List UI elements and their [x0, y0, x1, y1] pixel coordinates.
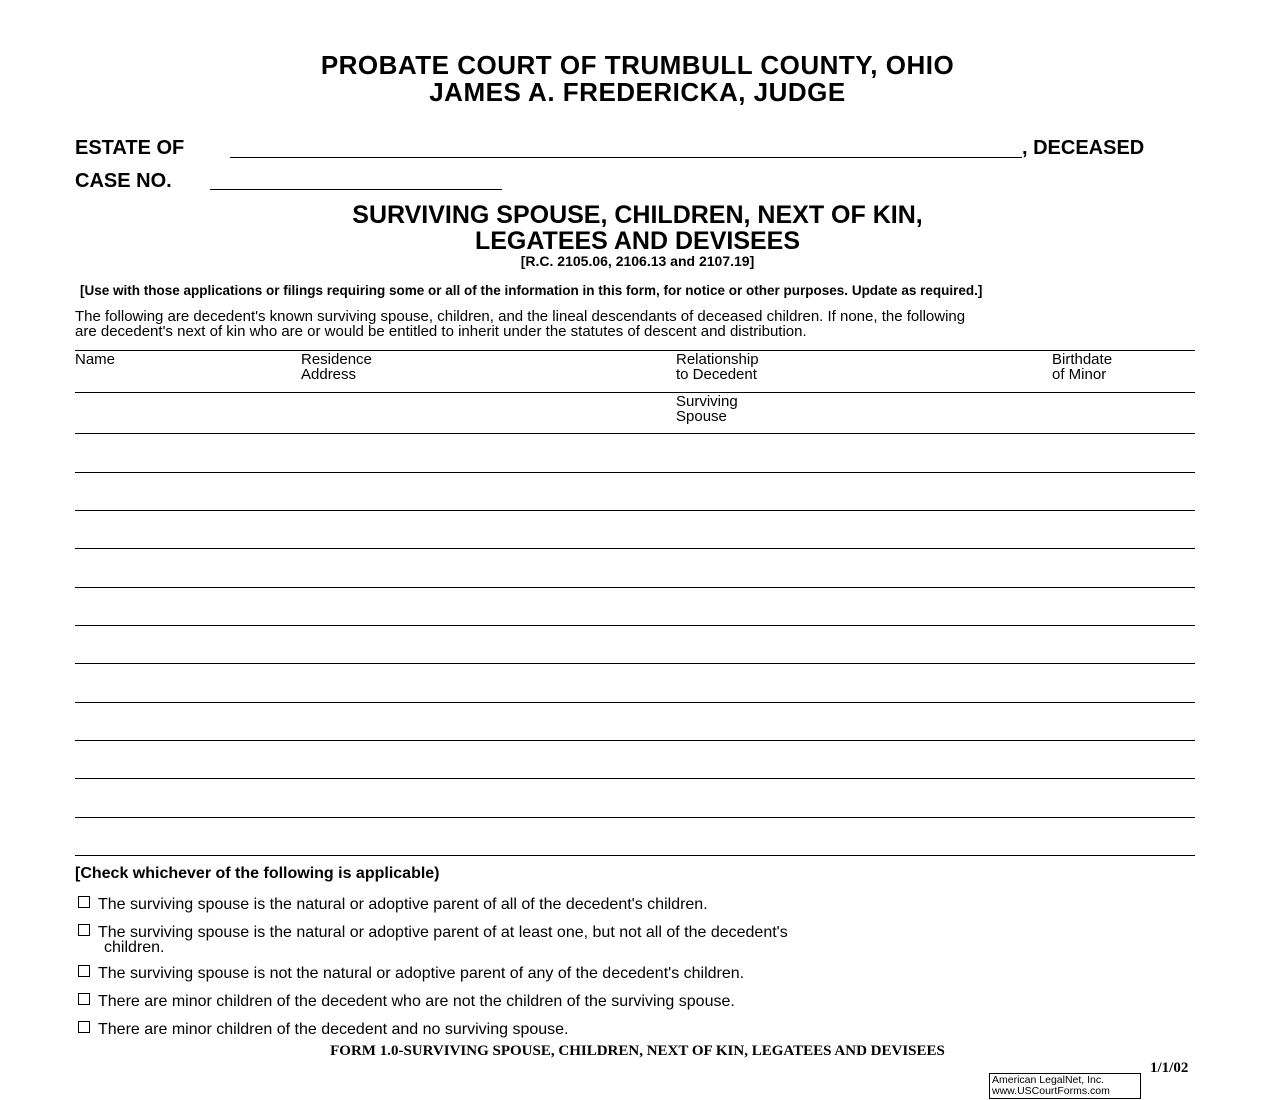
column-header-name: Name: [75, 351, 116, 368]
table-row[interactable]: [75, 433, 1195, 434]
checkbox[interactable]: [78, 1021, 90, 1033]
statute-reference: [R.C. 2105.06, 2106.13 and 2107.19]: [520, 253, 755, 269]
estate-name-field[interactable]: [230, 135, 1022, 158]
option-label: The surviving spouse is the natural or adoptive parent of all of the decedent's children.: [98, 896, 708, 913]
use-note: [Use with those applications or filings requiring some or all of the information in this form, for notice or other purposes. Update as required.]: [80, 283, 983, 298]
publisher-name: American LegalNet, Inc.: [992, 1074, 1105, 1086]
table-header-rule: [75, 392, 1195, 393]
option-minor-not-spouse[interactable]: [78, 993, 735, 1010]
column-header-residence: Residence Address: [301, 351, 372, 383]
surviving-spouse-relationship: Surviving Spouse: [676, 393, 738, 425]
court-name: PROBATE COURT OF TRUMBULL COUNTY, OHIO: [320, 50, 955, 80]
table-row[interactable]: [75, 855, 1195, 856]
column-header-relationship: Relationship to Decedent: [676, 351, 759, 383]
case-number-field[interactable]: [210, 168, 502, 190]
table-row[interactable]: [75, 817, 1195, 818]
form-title-line2: LEGATEES AND DEVISEES: [474, 227, 801, 255]
table-row[interactable]: [75, 625, 1195, 626]
form-title-line1: SURVIVING SPOUSE, CHILDREN, NEXT OF KIN,: [352, 201, 923, 229]
intro-line-1: The following are decedent's known surviving spouse, children, and the lineal descendants of deceased children. If none, the following: [75, 308, 966, 325]
check-heading: [Check whichever of the following is applicable): [75, 865, 440, 882]
option-some-children[interactable]: [78, 924, 788, 954]
table-top-rule: [75, 350, 1195, 351]
checkbox[interactable]: [78, 896, 90, 908]
publisher-url: www.USCourtForms.com: [992, 1085, 1110, 1097]
footer-date: 1/1/02: [1150, 1060, 1189, 1076]
table-row[interactable]: [75, 702, 1195, 703]
option-label: There are minor children of the decedent and no surviving spouse.: [98, 1021, 569, 1038]
checkbox[interactable]: [78, 965, 90, 977]
judge-name: JAMES A. FREDERICKA, JUDGE: [429, 77, 846, 107]
estate-label: ESTATE OF: [75, 137, 185, 159]
table-row[interactable]: [75, 778, 1195, 779]
table-row[interactable]: [75, 472, 1195, 473]
case-number-label: CASE NO.: [75, 170, 172, 192]
option-label-continued: children.: [104, 939, 165, 956]
table-row[interactable]: [75, 740, 1195, 741]
column-header-birthdate: Birthdate of Minor: [1052, 351, 1113, 383]
option-all-children[interactable]: [78, 896, 708, 913]
table-row[interactable]: [75, 663, 1195, 664]
option-label: The surviving spouse is not the natural or adoptive parent of any of the decedent's children.: [98, 965, 745, 982]
intro-line-2: are decedent's next of kin who are or would be entitled to inherit under the statutes of descent and distribution.: [75, 323, 807, 340]
table-row[interactable]: [75, 587, 1195, 588]
option-minor-no-spouse[interactable]: [78, 1021, 569, 1038]
checkbox[interactable]: [78, 924, 90, 936]
option-no-children[interactable]: [78, 965, 744, 982]
table-row[interactable]: [75, 510, 1195, 511]
checkbox[interactable]: [78, 993, 90, 1005]
publisher-stamp: [989, 1073, 1141, 1099]
option-label: There are minor children of the decedent who are not the children of the surviving spouse.: [98, 993, 735, 1010]
deceased-label: , DECEASED: [1022, 137, 1145, 159]
table-row[interactable]: [75, 548, 1195, 549]
footer-form-title: FORM 1.0-SURVIVING SPOUSE, CHILDREN, NEXT OF KIN, LEGATEES AND DEVISEES: [330, 1043, 945, 1059]
option-label: The surviving spouse is the natural or adoptive parent of at least one, but not all of the decedent's: [98, 924, 788, 941]
